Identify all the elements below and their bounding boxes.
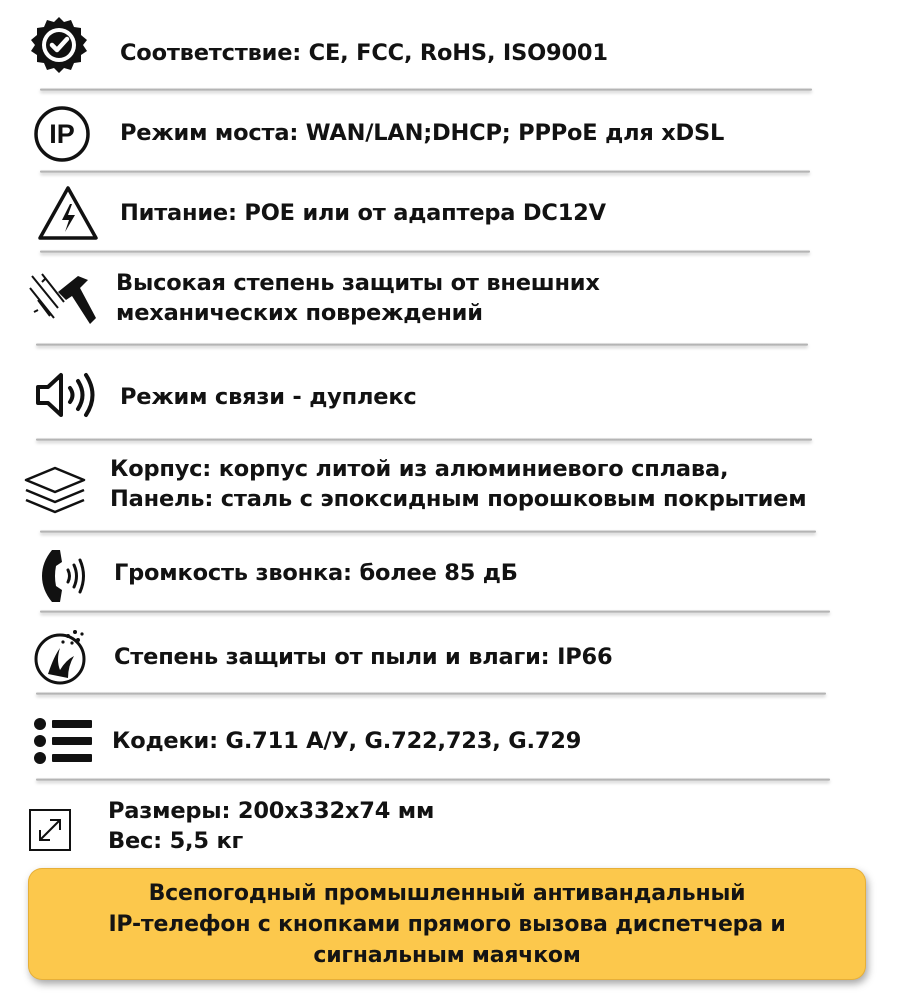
divider [40, 170, 810, 173]
feature-text-codecs: Кодеки: G.711 А/У, G.722,723, G.729 [112, 728, 582, 754]
banner-line: Всепогодный промышленный антивандальный [148, 881, 746, 906]
divider [36, 438, 812, 441]
hammer-impact-icon [28, 268, 100, 332]
divider [36, 343, 808, 346]
ip-circle-icon [33, 105, 91, 163]
product-title-banner [28, 868, 866, 980]
banner-line: сигнальным маячком [313, 943, 581, 968]
divider [36, 778, 830, 781]
feature-text-power: Питание: POE или от адаптера DC12V [120, 200, 606, 226]
list-bullets-icon [32, 716, 94, 766]
feature-text-ring-volume: Громкость звонка: более 85 дБ [114, 560, 518, 586]
feature-text-ingress-protection: Степень защиты от пыли и влаги: IP66 [114, 644, 613, 670]
divider [40, 250, 810, 253]
divider [40, 610, 830, 613]
divider [40, 88, 812, 91]
feature-text-duplex: Режим связи - дуплекс [120, 384, 417, 410]
feature-text-mechanical-protection: Высокая степень защиты от внешних механических повреждений [116, 270, 600, 326]
resize-arrows-icon [28, 808, 72, 852]
feature-text-housing: Корпус: корпус литой из алюминиевого сплава, Панель: сталь с эпоксидным порошковым покрытием [110, 456, 807, 512]
certificate-badge-icon [28, 14, 90, 76]
phone-ringing-icon [38, 546, 90, 606]
high-voltage-warning-icon [36, 184, 100, 242]
banner-text [28, 878, 866, 971]
ip-icon-text: IP [49, 119, 75, 149]
divider [40, 530, 816, 533]
layers-icon [22, 464, 88, 516]
divider [36, 692, 826, 695]
banner-line: IP-телефон с кнопками прямого вызова диспетчера и [108, 912, 786, 937]
feature-text-bridge-mode: Режим моста: WAN/LAN;DHCP; PPPoE для xDSL [120, 120, 725, 146]
speaker-sound-icon [34, 370, 96, 420]
feature-text-dimensions: Размеры: 200x332x74 мм Вес: 5,5 кг [108, 798, 435, 854]
dust-water-protection-icon [30, 626, 90, 686]
feature-text-compliance: Соответствие: CE, FCC, RoHS, ISO9001 [120, 40, 608, 66]
